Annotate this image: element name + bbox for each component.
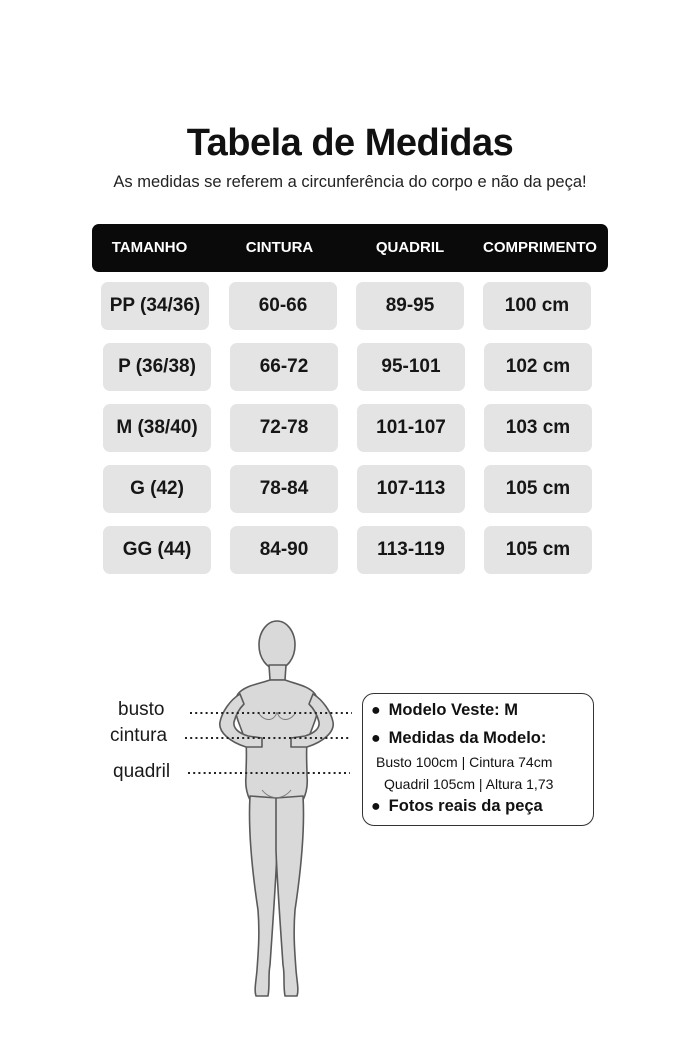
bullet-icon: ●: [371, 702, 381, 719]
info-model-wears: ● Modelo Veste: M: [371, 701, 518, 719]
info-model-measures-title: ● Medidas da Modelo:: [371, 729, 547, 747]
size-cell: GG (44): [103, 526, 211, 574]
waist-cell: 78-84: [230, 465, 338, 513]
waist-label: cintura: [110, 725, 168, 746]
hip-cell: 107-113: [357, 465, 465, 513]
length-cell: 102 cm: [484, 343, 592, 391]
length-cell: 105 cm: [484, 526, 592, 574]
figure-neck: [269, 665, 286, 680]
length-cell: 105 cm: [484, 465, 592, 513]
figure-right-leg: [276, 796, 304, 996]
length-cell: 103 cm: [484, 404, 592, 452]
waist-cell: 60-66: [229, 282, 337, 330]
hip-cell: 113-119: [357, 526, 465, 574]
model-info-box: [362, 693, 594, 826]
size-cell: P (36/38): [103, 343, 211, 391]
header-comprimento: COMPRIMENTO: [483, 239, 597, 256]
header-cintura: CINTURA: [245, 239, 314, 256]
info-measures-line2: Quadril 105cm | Altura 1,73: [384, 776, 554, 792]
waist-cell: 66-72: [230, 343, 338, 391]
hip-cell: 89-95: [356, 282, 464, 330]
hip-cell: 95-101: [357, 343, 465, 391]
waist-cell: 72-78: [230, 404, 338, 452]
hip-cell: 101-107: [357, 404, 465, 452]
length-cell: 100 cm: [483, 282, 591, 330]
size-cell: PP (34/36): [101, 282, 209, 330]
hip-label: quadril: [113, 761, 171, 782]
waist-cell: 84-90: [230, 526, 338, 574]
size-cell: M (38/40): [103, 404, 211, 452]
bullet-icon: ●: [371, 730, 381, 747]
header-tamanho: TAMANHO: [111, 239, 188, 256]
page-title: Tabela de Medidas: [186, 122, 514, 164]
bust-label: busto: [118, 699, 165, 720]
info-measures-line1: Busto 100cm | Cintura 74cm: [376, 754, 553, 770]
header-quadril: QUADRIL: [375, 239, 445, 256]
info-real-photos: ● Fotos reais da peça: [371, 797, 543, 815]
figure-left-leg: [249, 796, 277, 996]
bullet-icon: ●: [371, 798, 381, 815]
figure-head: [259, 621, 295, 669]
size-cell: G (42): [103, 465, 211, 513]
page-subtitle: As medidas se referem a circunferência do corpo e não da peça!: [113, 173, 587, 191]
